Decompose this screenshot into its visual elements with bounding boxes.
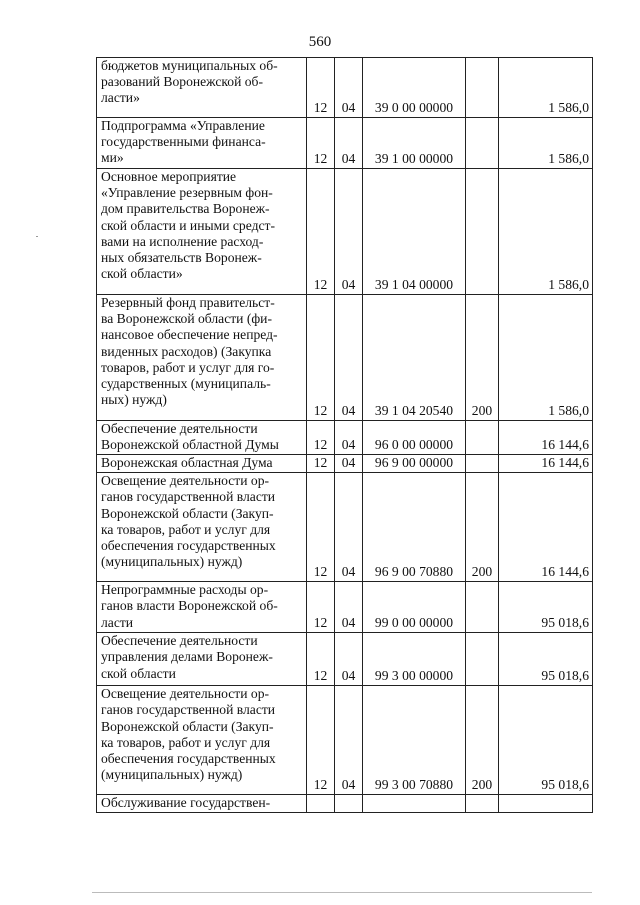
section-code-cell: 12 [307,58,335,118]
page-number: 560 [308,34,332,50]
amount-cell: 16 144,6 [499,473,593,582]
expense-name-line: ми» [101,150,124,166]
table-row [97,58,593,118]
expense-name-line: ка товаров, работ и услуг для [101,734,271,750]
target-article-cell: 99 3 00 70880 [363,686,466,795]
expense-name-line: вами на исполнение расход- [101,233,264,249]
section-code-cell [307,795,335,813]
section-code-cell: 12 [307,686,335,795]
expense-name-cell [97,473,307,582]
expense-type-cell [466,795,499,813]
expense-name-line: Освещение деятельности ор- [101,686,270,702]
expense-name-cell [97,633,307,686]
expense-name-line: товаров, работ и услуг для го- [101,359,275,375]
expense-name-cell [97,455,307,473]
expense-name-line: ка товаров, работ и услуг для [101,521,271,537]
expense-name-line: ласти» [101,90,140,106]
expense-name-cell [97,58,307,118]
target-article-cell: 96 9 00 70880 [363,473,466,582]
expense-name-line: Воронежской области (Закуп- [101,505,274,521]
expense-name-line: (муниципальных) нужд) [101,767,243,783]
expense-name-line: ганов государственной власти [101,702,276,718]
expense-type-cell: 200 [466,295,499,421]
expense-name-line: виденных расходов) (Закупка [101,343,272,359]
target-article-cell: 39 1 00 00000 [363,118,466,169]
expense-name-line: Основное мероприятие [101,169,237,184]
subsection-code-cell: 04 [335,58,363,118]
subsection-code-cell: 04 [335,421,363,455]
expense-name-cell [97,686,307,795]
expense-name-line: обеспечения государственных [101,538,276,554]
expense-type-cell [466,118,499,169]
page-bottom-rule [92,892,592,893]
expense-name-line: ской области и иными средст- [101,217,275,233]
expense-name-line: (муниципальных) нужд) [101,554,243,570]
target-article-cell: 39 1 04 20540 [363,295,466,421]
expense-name-line: обеспечения государственных [101,751,276,767]
expense-name-line: сударственных (муниципаль- [101,376,271,392]
expense-name-line: Обеспечение деятельности [101,421,258,436]
target-article-cell [363,795,466,813]
expense-name-line: Обеспечение деятельности [101,633,258,649]
table-row [97,795,593,813]
amount-cell: 95 018,6 [499,633,593,686]
expense-name-line: «Управление резервным фон- [101,185,273,201]
expense-name-cell [97,582,307,633]
table-row [97,686,593,795]
expense-name-line: Воронежская областная Дума [101,455,273,470]
section-code-cell: 12 [307,421,335,455]
table-row [97,295,593,421]
expense-name-line: разований Воронежской об- [101,74,263,90]
expense-name-line: Обслуживание государствен- [101,795,271,811]
table-row [97,633,593,686]
subsection-code-cell [335,795,363,813]
expense-name-cell [97,295,307,421]
expense-type-cell: 200 [466,686,499,795]
table-row [97,421,593,455]
section-code-cell: 12 [307,455,335,473]
section-code-cell: 12 [307,169,335,295]
expense-name-line: ных) нужд) [101,392,167,408]
budget-table [96,57,593,813]
amount-cell [499,795,593,813]
expense-name-line: управления делами Воронеж- [101,649,273,665]
expense-name-line: Резервный фонд правительст- [101,295,275,310]
expense-name-line: ганов государственной власти [101,489,276,505]
amount-cell: 95 018,6 [499,686,593,795]
expense-name-line: ской области [101,665,176,681]
target-article-cell: 96 0 00 00000 [363,421,466,455]
subsection-code-cell: 04 [335,455,363,473]
expense-name-line: бюджетов муниципальных об- [101,58,278,73]
expense-name-line: Воронежской областной Думы [101,437,279,453]
expense-type-cell [466,58,499,118]
table-row [97,455,593,473]
amount-cell: 16 144,6 [499,455,593,473]
expense-name-cell [97,795,307,813]
expense-name-cell [97,118,307,169]
target-article-cell: 99 3 00 00000 [363,633,466,686]
target-article-cell: 96 9 00 00000 [363,455,466,473]
section-code-cell: 12 [307,295,335,421]
budget-table-body [97,58,593,813]
target-article-cell: 99 0 00 00000 [363,582,466,633]
expense-name-line: ганов власти Воронежской об- [101,598,278,614]
amount-cell: 1 586,0 [499,118,593,169]
target-article-cell: 39 1 04 00000 [363,169,466,295]
expense-name-line: Подпрограмма «Управление [101,118,265,133]
subsection-code-cell: 04 [335,118,363,169]
expense-name-line: ской области» [101,266,183,282]
expense-name-line: Воронежской области (Закуп- [101,718,274,734]
table-row [97,169,593,295]
amount-cell: 16 144,6 [499,421,593,455]
expense-type-cell [466,633,499,686]
subsection-code-cell: 04 [335,473,363,582]
expense-name-cell [97,421,307,455]
section-code-cell: 12 [307,633,335,686]
expense-type-cell: 200 [466,473,499,582]
table-row [97,118,593,169]
expense-name-line: Непрограммные расходы ор- [101,582,269,598]
expense-name-line: ласти [101,614,134,630]
section-code-cell: 12 [307,582,335,633]
target-article-cell: 39 0 00 00000 [363,58,466,118]
amount-cell: 95 018,6 [499,582,593,633]
subsection-code-cell: 04 [335,169,363,295]
table-row [97,473,593,582]
section-code-cell: 12 [307,473,335,582]
amount-cell: 1 586,0 [499,58,593,118]
expense-name-line: дом правительства Воронеж- [101,201,270,217]
section-code-cell: 12 [307,118,335,169]
expense-name-cell [97,169,307,295]
subsection-code-cell: 04 [335,686,363,795]
expense-type-cell [466,582,499,633]
expense-name-line: Освещение деятельности ор- [101,473,270,489]
subsection-code-cell: 04 [335,582,363,633]
scan-speck [36,236,38,237]
expense-type-cell [466,169,499,295]
amount-cell: 1 586,0 [499,169,593,295]
subsection-code-cell: 04 [335,295,363,421]
amount-cell: 1 586,0 [499,295,593,421]
table-row [97,582,593,633]
expense-name-line: ных обязательств Воронеж- [101,250,262,266]
subsection-code-cell: 04 [335,633,363,686]
expense-type-cell [466,455,499,473]
expense-name-line: нансовое обеспечение непред- [101,327,278,343]
expense-name-line: ва Воронежской области (фи- [101,311,272,327]
expense-name-line: государственными финанса- [101,134,266,150]
expense-type-cell [466,421,499,455]
